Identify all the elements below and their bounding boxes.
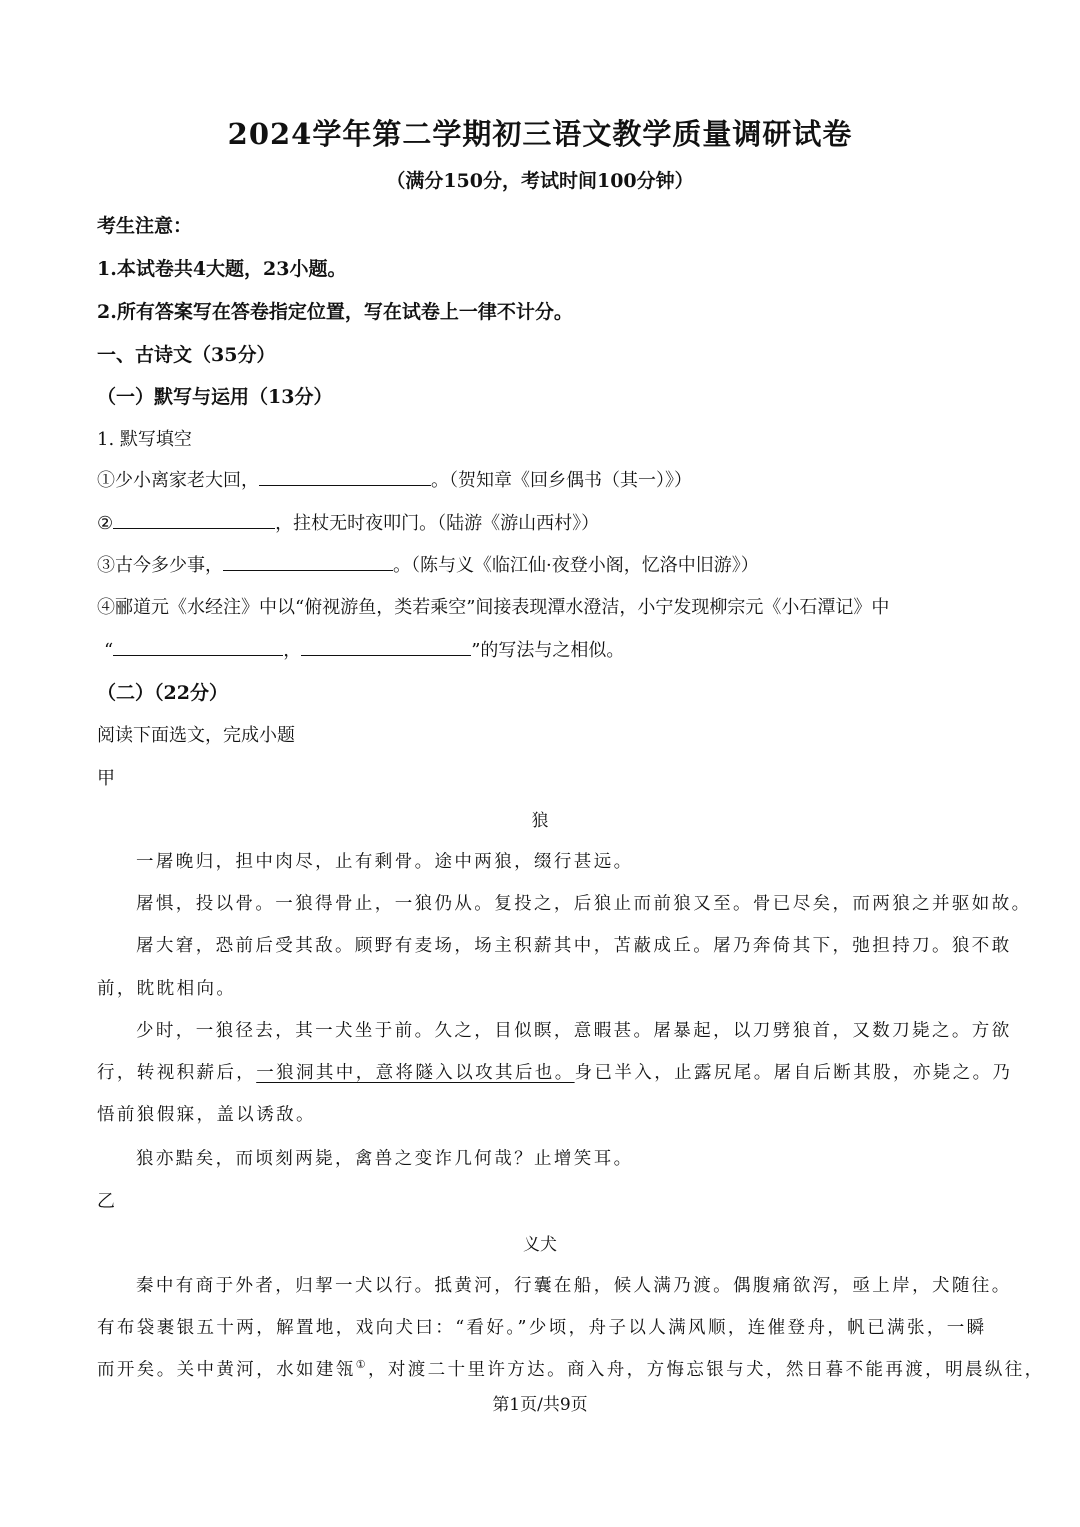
p4-line-2-end: 身已半入，止露尻尾。屠自后断其股，亦毙之。乃 [574, 1063, 1013, 1083]
q1-3-suffix: 。（陈与义《临江仙·夜登小阁，忆洛中旧游》） [393, 555, 759, 576]
part-2-heading: （二）（22分） [97, 682, 228, 704]
passage-b-line-2: 有布袋裹银五十两，解置地，戏向犬曰：“看好。”少顷，舟子以人满风顺，连催登舟，帆已满张，一瞬 [97, 1318, 987, 1338]
q1-2-blank[interactable] [113, 510, 275, 529]
q1-4-open-quote: “ [104, 640, 114, 661]
b-line-3-end: ，对渡二十里许方达。商入舟，方悔忘银与犬，然日暮不能再渡，明晨纵往， [367, 1360, 1045, 1380]
passage-a-p2: 屠惧，投以骨。一狼得骨止，一狼仍从。复投之，后狼止而前狼又至。骨已尽矣，而两狼之并驱如故。 [136, 894, 1032, 914]
passage-a-title: 狼 [531, 811, 549, 831]
q1-1-suffix: 。（贺知章《回乡偶书（其一）》） [431, 470, 692, 491]
section-1-heading: 一、古诗文（35分） [97, 344, 276, 366]
question-1-1 [97, 466, 692, 492]
notice-item-2: 2.所有答案写在答卷指定位置，写在试卷上一律不计分。 [97, 301, 573, 323]
passage-b-line-3 [97, 1356, 1045, 1381]
question-1-4-line-1: ④郦道元《水经注》中以“俯视游鱼，类若乘空”间接表现潭水澄洁，小宁发现柳宗元《小石潭记》中 [97, 597, 890, 618]
read-instruction: 阅读下面选文，完成小题 [97, 725, 295, 746]
q1-2-suffix: ，拄杖无时夜叩门。（陆游《游山西村》） [275, 513, 600, 534]
q1-4-blank-1[interactable] [113, 637, 283, 656]
passage-b-title: 义犬 [523, 1235, 557, 1255]
part-1-heading: （一）默写与运用（13分） [97, 386, 333, 408]
passage-a-p3-line-1: 屠大窘，恐前后受其敌。顾野有麦场，场主积薪其中，苫蔽成丘。屠乃奔倚其下，弛担持刀。狼不敢 [136, 936, 1012, 956]
q1-4-suffix: ”的写法与之相似。 [471, 640, 625, 661]
passage-b-label: 乙 [97, 1191, 115, 1212]
passage-a-p5: 狼亦黠矣，而顷刻两毙，禽兽之变诈几何哉？止增笑耳。 [136, 1149, 634, 1169]
question-1-3 [97, 551, 759, 577]
exam-subtitle: （满分150分，考试时间100分钟） [386, 170, 694, 192]
footnote-marker: ① [355, 1358, 368, 1372]
p4-line-2-start: 行，转视积薪后， [97, 1063, 257, 1083]
notice-item-1: 1.本试卷共4大题，23小题。 [97, 258, 347, 280]
passage-b-line-1: 秦中有商于外者，归挈一犬以行。抵黄河，行囊在船，候人满乃渡。偶腹痛欲泻，亟上岸，犬随往。 [136, 1276, 1012, 1296]
passage-a-p4-line-1: 少时，一狼径去，其一犬坐于前。久之，目似瞑，意暇甚。屠暴起，以刀劈狼首，又数刀毙之。方欲 [136, 1021, 1012, 1041]
q1-2-prefix: ② [97, 513, 114, 534]
p4-underlined-sentence: 一狼洞其中，意将隧入以攻其后也。 [256, 1063, 575, 1083]
q1-3-blank[interactable] [223, 552, 393, 571]
exam-title: 2024学年第二学期初三语文教学质量调研试卷 [227, 117, 853, 151]
q1-1-prefix: ①少小离家老大回， [97, 470, 259, 491]
question-1-2 [97, 509, 599, 535]
notice-heading: 考生注意： [97, 215, 193, 237]
q1-4-blank-2[interactable] [301, 637, 471, 656]
q1-4-comma: ， [283, 640, 302, 661]
q1-1-blank[interactable] [259, 467, 431, 486]
q1-3-prefix: ③古今多少事， [97, 555, 223, 576]
passage-a-p4-line-3: 悟前狼假寐，盖以诱敌。 [97, 1105, 316, 1125]
passage-a-p4-line-2 [97, 1059, 1012, 1084]
passage-a-p3-line-2: 前，眈眈相向。 [97, 979, 237, 999]
passage-a-label: 甲 [97, 768, 115, 789]
passage-a-p1: 一屠晚归，担中肉尽，止有剩骨。途中两狼，缀行甚远。 [136, 852, 634, 872]
b-line-3-start: 而开矣。关中黄河，水如建瓴 [97, 1360, 356, 1380]
question-1-4-line-2 [104, 636, 624, 662]
question-1-label: 1. 默写填空 [97, 429, 192, 450]
page-footer: 第1页/共9页 [492, 1395, 588, 1415]
